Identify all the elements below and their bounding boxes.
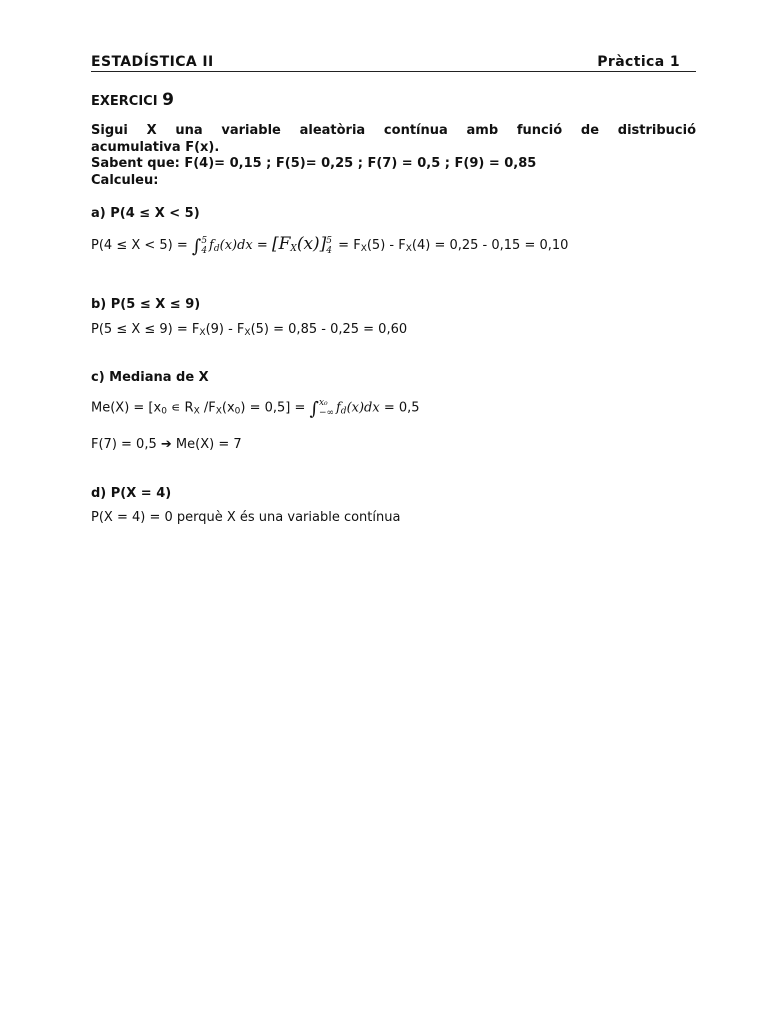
exercise-title: EXERCICI 9 xyxy=(91,90,174,110)
course-title: ESTADÍSTICA II xyxy=(91,54,214,70)
part-c-title: c) Mediana de X xyxy=(91,370,209,385)
problem-statement: Sigui X una variable aleatòria contínua amb funció de distribució acumulativa F(x). Sabent que: F(4)= 0,15 ; F(5)= 0,25 ; F(7) = 0,5 ; F(9) = 0,85 Calculeu: xyxy=(91,123,696,188)
document-page xyxy=(91,50,696,525)
part-c-solution: Me(X) = [x0 ∊ RX /FX(x0) = 0,5] = ∫ x₀ −∞ fd(x)dx = 0,5 xyxy=(91,398,420,420)
practice-label: Pràctica 1 xyxy=(597,54,680,70)
integral-sign: ∫ xyxy=(191,236,202,257)
part-a-solution: P(4 ≤ X < 5) = ∫ 5 4 fd(x)dx = [FX(x)] 5 4 = FX(5) - FX(4) = 0,25 - 0,15 = 0,10 xyxy=(91,234,569,257)
integral-sign: ∫ xyxy=(309,398,319,420)
part-a-title: a) P(4 ≤ X < 5) xyxy=(91,206,200,221)
arrow-icon: ➔ xyxy=(160,437,172,452)
part-d-title: d) P(X = 4) xyxy=(91,486,172,501)
exercise-number: 9 xyxy=(162,90,174,110)
part-d-solution: P(X = 4) = 0 perquè X és una variable contínua xyxy=(91,510,401,525)
part-b-solution: P(5 ≤ X ≤ 9) = FX(9) - FX(5) = 0,85 - 0,25 = 0,60 xyxy=(91,322,408,338)
part-b-title: b) P(5 ≤ X ≤ 9) xyxy=(91,297,201,312)
page-header xyxy=(91,50,696,72)
median-result: F(7) = 0,5 ➔ Me(X) = 7 xyxy=(91,437,242,452)
